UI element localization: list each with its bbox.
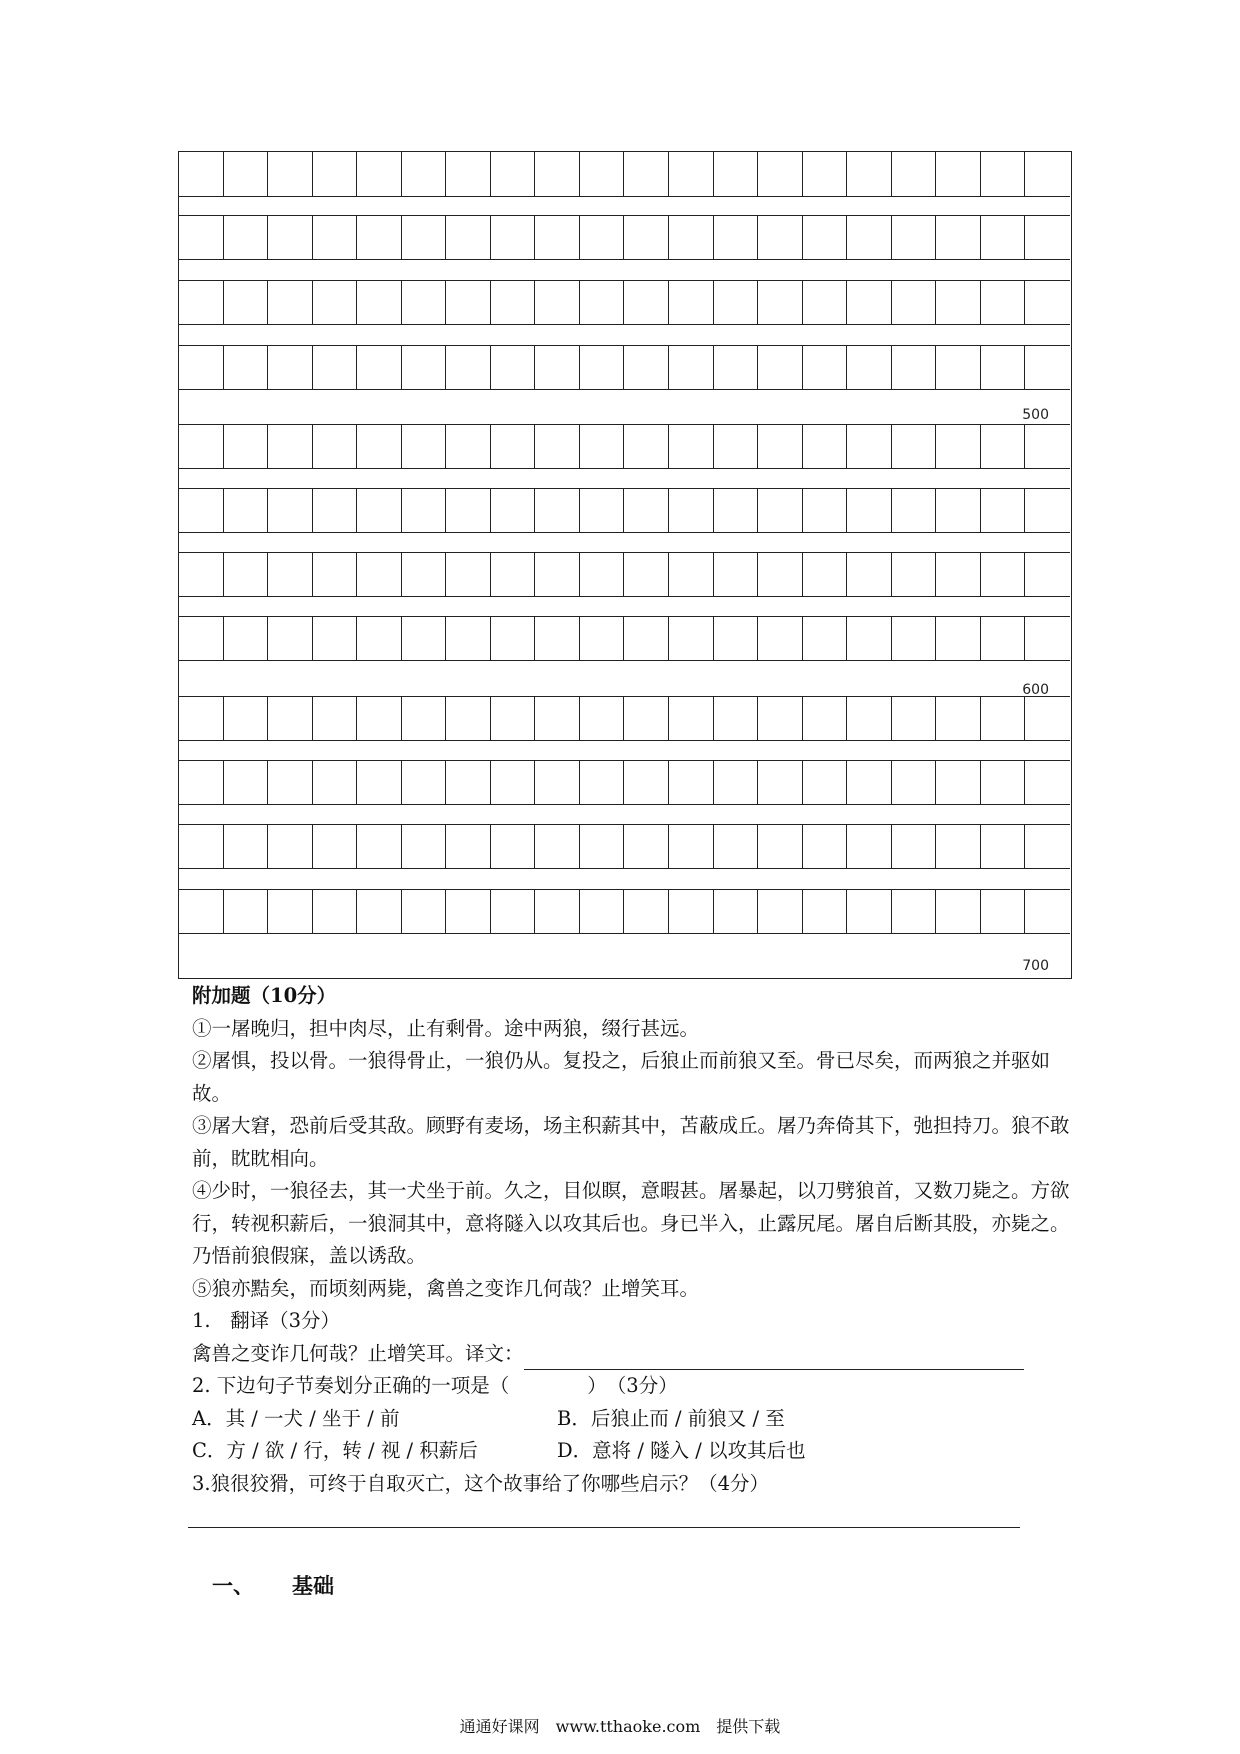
- grid-cell[interactable]: [714, 345, 759, 390]
- grid-cell[interactable]: [981, 215, 1026, 260]
- grid-cell[interactable]: [179, 889, 224, 934]
- grid-cell[interactable]: [268, 760, 313, 805]
- grid-cell[interactable]: [847, 488, 892, 533]
- grid-cell[interactable]: [714, 696, 759, 741]
- grid-row: [179, 889, 1070, 934]
- grid-cell[interactable]: [624, 552, 669, 597]
- grid-cell[interactable]: [669, 824, 714, 869]
- grid-cell[interactable]: [357, 345, 402, 390]
- grid-cell[interactable]: [758, 889, 803, 934]
- grid-cell[interactable]: [1025, 889, 1070, 934]
- essay-grid: [178, 151, 1072, 979]
- grid-cell[interactable]: [446, 280, 491, 325]
- grid-row: [179, 345, 1070, 390]
- grid-row: [179, 424, 1070, 469]
- grid-cell[interactable]: [491, 345, 536, 390]
- grid-cell[interactable]: [535, 824, 580, 869]
- option-d[interactable]: D．意将 / 隧入 / 以攻其后也: [557, 1439, 806, 1462]
- grid-cell[interactable]: [847, 280, 892, 325]
- grid-cell[interactable]: [714, 280, 759, 325]
- grid-cell[interactable]: [224, 215, 269, 260]
- grid-cell[interactable]: [1025, 824, 1070, 869]
- grid-cell[interactable]: [981, 760, 1026, 805]
- grid-cell[interactable]: [357, 760, 402, 805]
- grid-cell[interactable]: [580, 760, 625, 805]
- grid-cell[interactable]: [1025, 760, 1070, 805]
- grid-cell[interactable]: [402, 760, 447, 805]
- grid-cell[interactable]: [402, 345, 447, 390]
- grid-cell[interactable]: [535, 215, 580, 260]
- grid-cell[interactable]: [1025, 696, 1070, 741]
- grid-cell[interactable]: [892, 760, 937, 805]
- grid-cell[interactable]: [357, 552, 402, 597]
- grid-cell[interactable]: [981, 488, 1026, 533]
- question-1-title: 1. 翻译（3分）: [192, 1309, 341, 1332]
- grid-cell[interactable]: [981, 280, 1026, 325]
- grid-cell[interactable]: [224, 824, 269, 869]
- grid-row: [179, 215, 1070, 260]
- grid-cell[interactable]: [491, 280, 536, 325]
- grid-cell[interactable]: [402, 696, 447, 741]
- grid-cell[interactable]: [446, 552, 491, 597]
- grid-cell[interactable]: [268, 824, 313, 869]
- grid-cell[interactable]: [1025, 552, 1070, 597]
- grid-cell[interactable]: [936, 824, 981, 869]
- grid-cell[interactable]: [714, 889, 759, 934]
- section-title: 基础: [292, 1574, 334, 1598]
- grid-cell[interactable]: [624, 152, 669, 197]
- grid-cell[interactable]: [491, 152, 536, 197]
- grid-cell[interactable]: [491, 824, 536, 869]
- grid-cell[interactable]: [981, 889, 1026, 934]
- grid-cell[interactable]: [1025, 424, 1070, 469]
- grid-cell[interactable]: [268, 215, 313, 260]
- grid-cell[interactable]: [313, 215, 358, 260]
- grid-row: [179, 280, 1070, 325]
- grid-cell[interactable]: [313, 824, 358, 869]
- grid-cell[interactable]: [981, 552, 1026, 597]
- grid-cell[interactable]: [758, 424, 803, 469]
- grid-cell[interactable]: [446, 152, 491, 197]
- grid-cell[interactable]: [803, 215, 848, 260]
- grid-cell[interactable]: [491, 760, 536, 805]
- grid-cell[interactable]: [224, 424, 269, 469]
- grid-cell[interactable]: [936, 889, 981, 934]
- grid-cell[interactable]: [847, 760, 892, 805]
- question-2-options-row-1: [192, 1403, 1072, 1436]
- grid-cell[interactable]: [714, 824, 759, 869]
- grid-cell[interactable]: [179, 616, 224, 661]
- grid-cell[interactable]: [268, 552, 313, 597]
- grid-cell[interactable]: [669, 889, 714, 934]
- grid-cell[interactable]: [981, 824, 1026, 869]
- grid-cell[interactable]: [580, 488, 625, 533]
- grid-cell[interactable]: [535, 696, 580, 741]
- grid-cell[interactable]: [268, 488, 313, 533]
- grid-cell[interactable]: [669, 488, 714, 533]
- grid-cell[interactable]: [268, 152, 313, 197]
- grid-cell[interactable]: [758, 760, 803, 805]
- grid-cell[interactable]: [803, 345, 848, 390]
- grid-row: [179, 824, 1070, 869]
- question-1-line: [192, 1338, 1072, 1371]
- grid-cell[interactable]: [669, 552, 714, 597]
- grid-cell[interactable]: [179, 215, 224, 260]
- grid-cell[interactable]: [446, 215, 491, 260]
- grid-cell[interactable]: [892, 424, 937, 469]
- word-count-label: 600: [1022, 682, 1049, 698]
- grid-cell[interactable]: [936, 760, 981, 805]
- grid-cell[interactable]: [981, 696, 1026, 741]
- grid-cell[interactable]: [1025, 152, 1070, 197]
- grid-cell[interactable]: [847, 424, 892, 469]
- grid-cell[interactable]: [758, 280, 803, 325]
- grid-cell[interactable]: [803, 424, 848, 469]
- grid-cell[interactable]: [402, 152, 447, 197]
- grid-cell[interactable]: [803, 552, 848, 597]
- grid-cell[interactable]: [758, 552, 803, 597]
- grid-cell[interactable]: [624, 488, 669, 533]
- grid-cell[interactable]: [313, 760, 358, 805]
- grid-cell[interactable]: [268, 696, 313, 741]
- grid-cell[interactable]: [179, 424, 224, 469]
- grid-cell[interactable]: [936, 552, 981, 597]
- grid-cell[interactable]: [981, 424, 1026, 469]
- grid-cell[interactable]: [758, 824, 803, 869]
- grid-cell[interactable]: [580, 696, 625, 741]
- grid-cell[interactable]: [669, 616, 714, 661]
- grid-cell[interactable]: [313, 696, 358, 741]
- grid-cell[interactable]: [535, 280, 580, 325]
- grid-cell[interactable]: [446, 488, 491, 533]
- grid-cell[interactable]: [669, 152, 714, 197]
- grid-cell[interactable]: [535, 552, 580, 597]
- grid-cell[interactable]: [313, 345, 358, 390]
- grid-cell[interactable]: [446, 760, 491, 805]
- grid-cell[interactable]: [268, 345, 313, 390]
- grid-cell[interactable]: [803, 152, 848, 197]
- grid-cell[interactable]: [402, 824, 447, 869]
- grid-cell[interactable]: [179, 824, 224, 869]
- grid-cell[interactable]: [936, 696, 981, 741]
- grid-cell[interactable]: [624, 215, 669, 260]
- grid-cell[interactable]: [357, 215, 402, 260]
- word-count-label: 500: [1022, 407, 1049, 423]
- grid-cell[interactable]: [580, 824, 625, 869]
- grid-cell[interactable]: [357, 152, 402, 197]
- grid-cell[interactable]: [624, 824, 669, 869]
- grid-cell[interactable]: [803, 488, 848, 533]
- grid-row: [179, 760, 1070, 805]
- grid-cell[interactable]: [491, 616, 536, 661]
- grid-cell[interactable]: [402, 280, 447, 325]
- grid-cell[interactable]: [847, 552, 892, 597]
- grid-cell[interactable]: [535, 152, 580, 197]
- passage-paragraph-1: ①一屠晚归，担中肉尽，止有剩骨。途中两狼，缀行甚远。: [192, 1016, 700, 1040]
- grid-cell[interactable]: [758, 616, 803, 661]
- grid-cell[interactable]: [714, 152, 759, 197]
- grid-cell[interactable]: [357, 488, 402, 533]
- grid-cell[interactable]: [936, 616, 981, 661]
- grid-cell[interactable]: [357, 424, 402, 469]
- grid-row: [179, 488, 1070, 533]
- option-c[interactable]: C．方 / 欲 / 行，转 / 视 / 积薪后: [192, 1439, 478, 1462]
- grid-cell[interactable]: [892, 488, 937, 533]
- grid-cell[interactable]: [803, 696, 848, 741]
- grid-cell[interactable]: [892, 696, 937, 741]
- grid-cell[interactable]: [491, 552, 536, 597]
- grid-row: [179, 552, 1070, 597]
- grid-cell[interactable]: [847, 824, 892, 869]
- grid-cell[interactable]: [224, 760, 269, 805]
- grid-cell[interactable]: [936, 152, 981, 197]
- grid-cell[interactable]: [313, 280, 358, 325]
- grid-row: [179, 696, 1070, 741]
- grid-cell[interactable]: [357, 824, 402, 869]
- grid-cell[interactable]: [580, 424, 625, 469]
- grid-cell[interactable]: [268, 424, 313, 469]
- grid-cell[interactable]: [624, 424, 669, 469]
- grid-cell[interactable]: [803, 889, 848, 934]
- grid-cell[interactable]: [580, 345, 625, 390]
- grid-cell[interactable]: [179, 280, 224, 325]
- grid-cell[interactable]: [446, 889, 491, 934]
- grid-cell[interactable]: [268, 280, 313, 325]
- grid-cell[interactable]: [580, 152, 625, 197]
- grid-cell[interactable]: [580, 215, 625, 260]
- grid-cell[interactable]: [892, 152, 937, 197]
- grid-cell[interactable]: [1025, 488, 1070, 533]
- grid-cell[interactable]: [892, 345, 937, 390]
- grid-cell[interactable]: [446, 824, 491, 869]
- grid-cell[interactable]: [1025, 345, 1070, 390]
- grid-cell[interactable]: [224, 345, 269, 390]
- grid-cell[interactable]: [491, 424, 536, 469]
- grid-cell[interactable]: [179, 152, 224, 197]
- grid-cell[interactable]: [847, 616, 892, 661]
- grid-cell[interactable]: [313, 616, 358, 661]
- grid-cell[interactable]: [535, 488, 580, 533]
- grid-cell[interactable]: [758, 152, 803, 197]
- grid-cell[interactable]: [268, 616, 313, 661]
- grid-cell[interactable]: [402, 552, 447, 597]
- passage-paragraph-4: ④少时，一狼径去，其一犬坐于前。久之，目似瞑，意暇甚。屠暴起，以刀劈狼首，又数刀毙之。方欲行，转视积薪后，一狼洞其中，意将隧入以攻其后也。身已半入，止露尻尾。屠自后断其股，亦毙之。乃悟前狼假寐，盖以诱敌。: [192, 1179, 1070, 1267]
- grid-cell[interactable]: [179, 760, 224, 805]
- passage-paragraph-2: ②屠惧，投以骨。一狼得骨止，一狼仍从。复投之，后狼止而前狼又至。骨已尽矣，而两狼之并驱如故。: [192, 1049, 1051, 1105]
- word-count-label: 700: [1022, 958, 1049, 974]
- grid-cell[interactable]: [446, 696, 491, 741]
- grid-cell[interactable]: [357, 889, 402, 934]
- question-3-answer-line[interactable]: [188, 1527, 1020, 1528]
- grid-cell[interactable]: [936, 424, 981, 469]
- passage-paragraph-5: ⑤狼亦黠矣，而顷刻两毙，禽兽之变诈几何哉？止增笑耳。: [192, 1276, 700, 1300]
- question-3-title: 3.狼很狡猾，可终于自取灭亡，这个故事给了你哪些启示？（4分）: [192, 1471, 770, 1495]
- grid-cell[interactable]: [892, 215, 937, 260]
- grid-cell[interactable]: [847, 152, 892, 197]
- grid-cell[interactable]: [491, 488, 536, 533]
- grid-cell[interactable]: [580, 616, 625, 661]
- grid-cell[interactable]: [224, 152, 269, 197]
- grid-cell[interactable]: [491, 889, 536, 934]
- grid-cell[interactable]: [758, 696, 803, 741]
- grid-cell[interactable]: [580, 280, 625, 325]
- grid-cell[interactable]: [803, 280, 848, 325]
- grid-cell[interactable]: [224, 696, 269, 741]
- grid-cell[interactable]: [313, 889, 358, 934]
- grid-cell[interactable]: [357, 280, 402, 325]
- grid-cell[interactable]: [179, 696, 224, 741]
- grid-cell[interactable]: [847, 215, 892, 260]
- grid-cell[interactable]: [624, 616, 669, 661]
- grid-row: [179, 152, 1070, 197]
- grid-cell[interactable]: [847, 889, 892, 934]
- grid-cell[interactable]: [936, 488, 981, 533]
- grid-cell[interactable]: [758, 345, 803, 390]
- grid-cell[interactable]: [402, 488, 447, 533]
- grid-cell[interactable]: [669, 696, 714, 741]
- grid-cell[interactable]: [491, 215, 536, 260]
- grid-cell[interactable]: [714, 552, 759, 597]
- grid-cell[interactable]: [224, 280, 269, 325]
- grid-cell[interactable]: [624, 280, 669, 325]
- extra-question-block: [192, 980, 1072, 1500]
- grid-cell[interactable]: [402, 616, 447, 661]
- grid-cell[interactable]: [624, 889, 669, 934]
- grid-cell[interactable]: [313, 152, 358, 197]
- grid-cell[interactable]: [268, 889, 313, 934]
- grid-cell[interactable]: [981, 345, 1026, 390]
- grid-cell[interactable]: [936, 345, 981, 390]
- grid-cell[interactable]: [936, 280, 981, 325]
- grid-cell[interactable]: [402, 424, 447, 469]
- grid-cell[interactable]: [1025, 215, 1070, 260]
- grid-cell[interactable]: [446, 616, 491, 661]
- grid-cell[interactable]: [936, 215, 981, 260]
- page-footer: 通通好课网 www.tthaoke.com 提供下载: [459, 1717, 781, 1736]
- grid-cell[interactable]: [981, 616, 1026, 661]
- grid-cell[interactable]: [446, 424, 491, 469]
- grid-cell[interactable]: [803, 824, 848, 869]
- grid-cell[interactable]: [714, 488, 759, 533]
- translation-answer-line[interactable]: [524, 1349, 1024, 1370]
- grid-cell[interactable]: [179, 488, 224, 533]
- passage-paragraph-3: ③屠大窘，恐前后受其敌。顾野有麦场，场主积薪其中，苫蔽成丘。屠乃奔倚其下，弛担持刀。狼不敢前，眈眈相向。: [192, 1114, 1070, 1170]
- grid-cell[interactable]: [491, 696, 536, 741]
- grid-cell[interactable]: [892, 616, 937, 661]
- section-heading: [212, 1570, 334, 1600]
- grid-cell[interactable]: [535, 345, 580, 390]
- grid-cell[interactable]: [535, 889, 580, 934]
- grid-cell[interactable]: [402, 215, 447, 260]
- grid-cell[interactable]: [624, 345, 669, 390]
- grid-cell[interactable]: [357, 616, 402, 661]
- grid-cell[interactable]: [714, 616, 759, 661]
- grid-cell[interactable]: [580, 552, 625, 597]
- option-b[interactable]: B．后狼止而 / 前狼又 / 至: [557, 1406, 785, 1430]
- grid-cell[interactable]: [714, 215, 759, 260]
- grid-cell[interactable]: [580, 889, 625, 934]
- grid-cell[interactable]: [892, 889, 937, 934]
- grid-cell[interactable]: [669, 345, 714, 390]
- grid-cell[interactable]: [224, 616, 269, 661]
- grid-cell[interactable]: [847, 345, 892, 390]
- grid-cell[interactable]: [313, 424, 358, 469]
- grid-cell[interactable]: [179, 552, 224, 597]
- grid-cell[interactable]: [179, 345, 224, 390]
- grid-cell[interactable]: [847, 696, 892, 741]
- grid-cell[interactable]: [1025, 280, 1070, 325]
- grid-cell[interactable]: [892, 824, 937, 869]
- grid-cell[interactable]: [313, 488, 358, 533]
- grid-cell[interactable]: [803, 616, 848, 661]
- grid-cell[interactable]: [892, 280, 937, 325]
- grid-cell[interactable]: [758, 488, 803, 533]
- grid-cell[interactable]: [669, 424, 714, 469]
- question-2-options-row-2: [192, 1435, 1072, 1468]
- grid-cell[interactable]: [981, 152, 1026, 197]
- option-a[interactable]: A．其 / 一犬 / 坐于 / 前: [192, 1406, 400, 1430]
- grid-cell[interactable]: [669, 215, 714, 260]
- grid-cell[interactable]: [535, 424, 580, 469]
- grid-cell[interactable]: [224, 552, 269, 597]
- grid-cell[interactable]: [803, 760, 848, 805]
- extra-question-title: 附加题（10分）: [192, 984, 337, 1007]
- grid-row: [179, 616, 1070, 661]
- grid-cell[interactable]: [669, 760, 714, 805]
- question-2-title: 2. 下边句子节奏划分正确的一项是（ ） （3分）: [192, 1374, 678, 1397]
- grid-cell[interactable]: [535, 616, 580, 661]
- grid-cell[interactable]: [446, 345, 491, 390]
- grid-cell[interactable]: [714, 424, 759, 469]
- grid-cell[interactable]: [224, 889, 269, 934]
- grid-cell[interactable]: [357, 696, 402, 741]
- grid-cell[interactable]: [758, 215, 803, 260]
- grid-cell[interactable]: [714, 760, 759, 805]
- grid-cell[interactable]: [535, 760, 580, 805]
- section-number: 一、: [212, 1574, 254, 1598]
- grid-cell[interactable]: [313, 552, 358, 597]
- grid-cell[interactable]: [669, 280, 714, 325]
- grid-cell[interactable]: [1025, 616, 1070, 661]
- grid-cell[interactable]: [224, 488, 269, 533]
- question-1-text: 禽兽之变诈几何哉？止增笑耳。译文：: [192, 1341, 524, 1365]
- grid-cell[interactable]: [892, 552, 937, 597]
- grid-cell[interactable]: [624, 696, 669, 741]
- grid-cell[interactable]: [402, 889, 447, 934]
- grid-cell[interactable]: [624, 760, 669, 805]
